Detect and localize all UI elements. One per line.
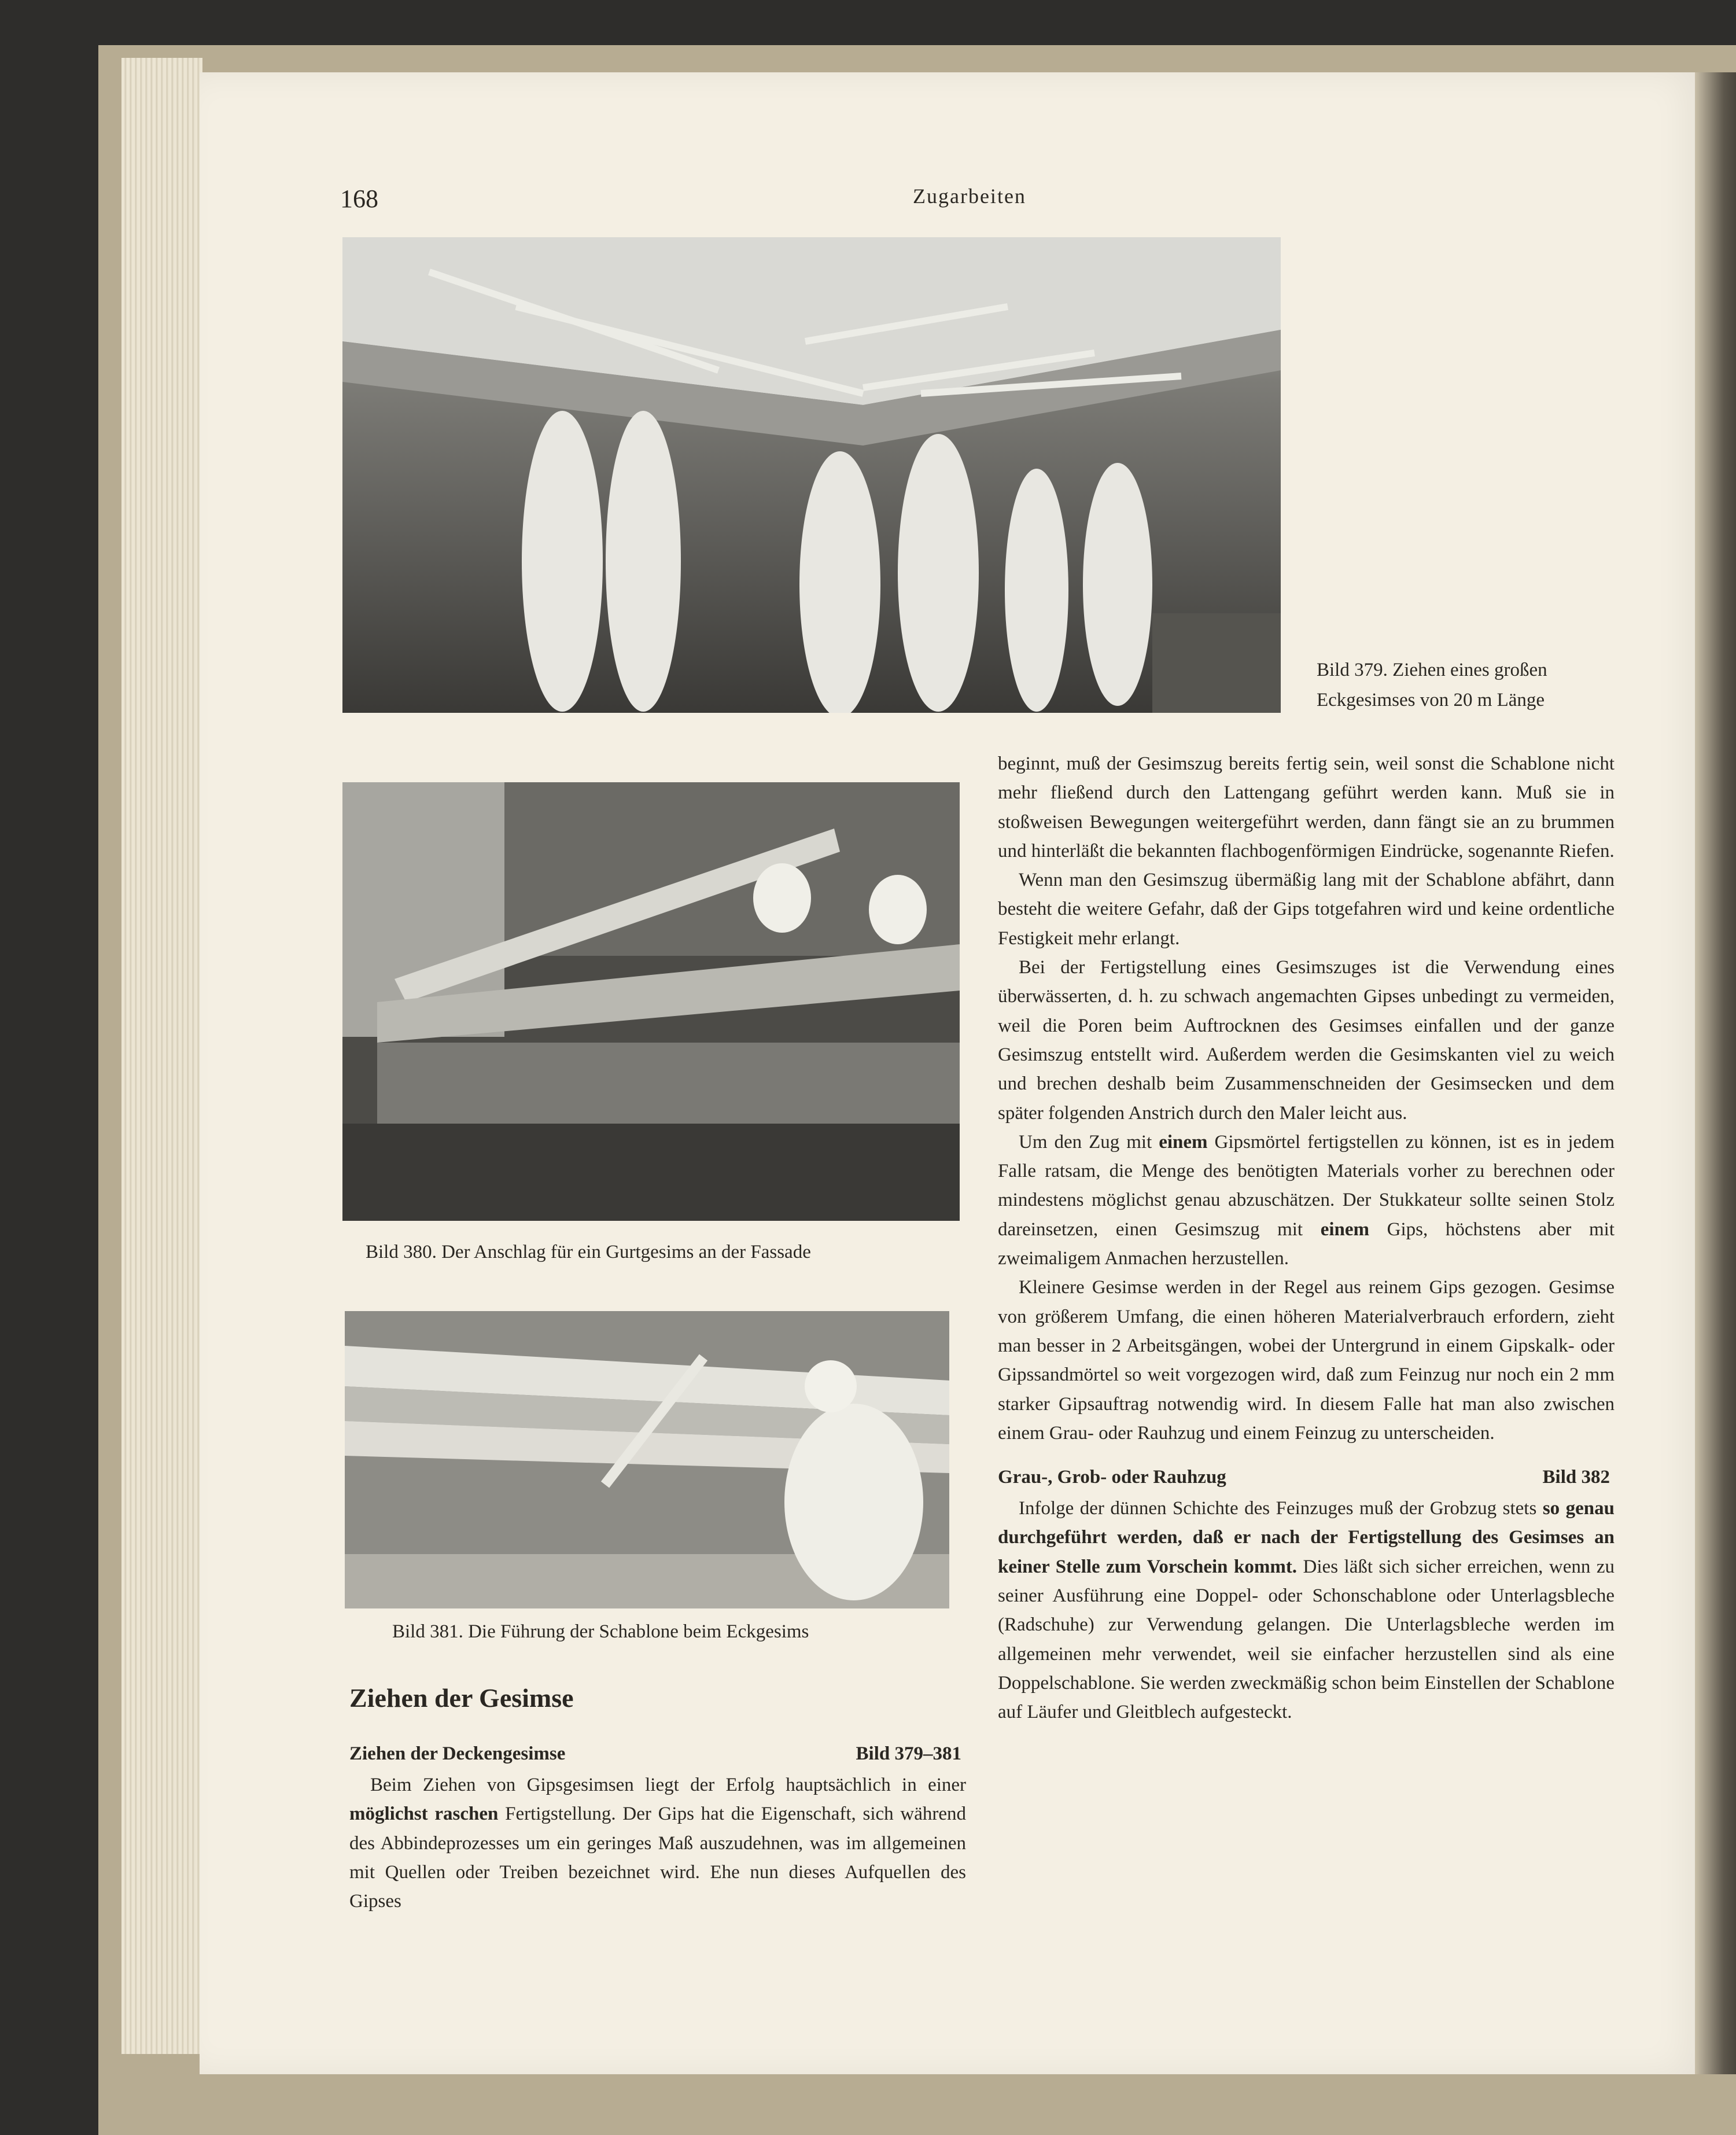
figure-reference: Bild 382 bbox=[1542, 1467, 1610, 1488]
figure-381-caption: Bild 381. Die Führung der Schablone beim Eckgesims bbox=[392, 1621, 809, 1642]
running-title: Zugarbeiten bbox=[913, 185, 1026, 208]
section-title: Ziehen der Gesimse bbox=[349, 1683, 574, 1713]
paragraph: Bei der Fertigstellung eines Gesimszuges ist die Verwendung eines überwässerten, d. h. zu schwach angemachten Gipses unbedingt zu vermeiden, weil die Poren beim Auftrocknen des Gesimses einfallen und der ganze Gesimszug entstellt wird. Außerdem werden die Gesimskanten viel zu weich und brechen deshalb beim Zusammenschneiden der Gesimsecken und dem später folgenden Anstrich durch den Maler leicht aus. bbox=[998, 957, 1615, 1124]
figure-381-photo bbox=[345, 1311, 949, 1608]
page-gutter bbox=[1695, 72, 1736, 2074]
paragraph bbox=[998, 1494, 1615, 1727]
subsection-heading-deckengesimse bbox=[349, 1739, 966, 1768]
paragraph: Wenn man den Gesimszug übermäßig lang mit der Schablone abfährt, dann besteht die weitere Gefahr, daß der Gips totgefahren wird und keine ordentliche Festigkeit mehr erlangt. bbox=[998, 870, 1615, 949]
right-column bbox=[998, 749, 1615, 1727]
text-run: Fertigstellung. Der Gips hat die Eigenschaft, sich während des Abbindeprozesses um ein geringes Maß auszudehnen, was im allgemeinen mit Quellen oder Treiben bezeichnet wird. Ehe nun dieses Aufquellen des Gipses bbox=[349, 1803, 966, 1912]
subsection-title: Ziehen der Deckengesimse bbox=[349, 1743, 566, 1764]
text-run: Infolge der dünnen Schichte des Feinzuges muß der Grobzug stets bbox=[1019, 1498, 1543, 1519]
paragraph bbox=[998, 1128, 1615, 1273]
paragraph: Kleinere Gesimse werden in der Regel aus reinem Gips gezogen. Gesimse von größerem Umfang, die einen höheren Materialverbrauch erfordern, zieht man besser in 2 Arbeitsgängen, wobei der Untergrund in einem Gipskalk- oder Gipssandmörtel so weit vorgezogen wird, daß zum Feinzug nur noch ein 2 mm starker Gipsauftrag notwendig wird. In diesem Falle hat man also zwischen einem Grau- oder Rauhzug und einem Feinzug zu unterscheiden. bbox=[998, 1277, 1615, 1444]
page-edges bbox=[121, 58, 202, 2054]
page-number: 168 bbox=[340, 185, 378, 213]
caption-line: Bild 379. Ziehen eines großen bbox=[1317, 660, 1547, 680]
figure-reference: Bild 379–381 bbox=[856, 1743, 961, 1764]
figure-379-photo bbox=[342, 237, 1281, 713]
emphasis: einem bbox=[1320, 1219, 1370, 1240]
text-run: Um den Zug mit bbox=[1019, 1131, 1159, 1153]
figure-380-photo bbox=[342, 782, 960, 1221]
figure-380-caption: Bild 380. Der Anschlag für ein Gurtgesims an der Fassade bbox=[366, 1242, 811, 1262]
subsection-title: Grau-, Grob- oder Rauhzug bbox=[998, 1467, 1226, 1488]
subsection-heading-rauhzug bbox=[998, 1463, 1615, 1492]
paragraph bbox=[349, 1770, 966, 1916]
text-run: Dies läßt sich sicher erreichen, wenn zu seiner Ausführung eine Doppel- oder Schonschablone oder Unterlagsbleche (Radschuhe) zur Verwendung gelangen. Die Unterlagsbleche werden im allgemeinen mehr verwendet, weil sie einfacher herzustellen sind als eine Doppelschablone. Sie werden zweckmäßig schon beim Einstellen der Schablone auf Läufer und Gleitblech aufgesteckt. bbox=[998, 1556, 1615, 1723]
paragraph: beginnt, muß der Gesimszug bereits fertig sein, weil sonst die Schablone nicht mehr fließend durch den Lattengang geführt werden kann. Muß sie in stoßweisen Bewegungen weitergeführt werden, dann fängt sie an zu brummen und hinterläßt die bekannten flachbogenförmigen Eindrücke, sogenannte Riefen. bbox=[998, 753, 1615, 862]
text-run: Gips, höchstens aber mit zweimaligem Anmachen herzustellen. bbox=[998, 1219, 1615, 1269]
emphasis: einem bbox=[1159, 1131, 1208, 1153]
caption-line: Eckgesimses von 20 m Länge bbox=[1317, 690, 1545, 711]
left-column bbox=[349, 1739, 966, 1916]
text-run: Gipsmörtel fertigstellen zu können, ist es in jedem Falle ratsam, die Menge des benötigten Materials vorher zu berechnen oder mindestens möglichst genau abzuschätzen. Der Stukkateur sollte seinen Stolz dareinsetzen, einen Gesimszug mit bbox=[998, 1131, 1615, 1240]
figure-379-caption bbox=[1317, 655, 1547, 715]
emphasis: möglichst raschen bbox=[349, 1803, 499, 1825]
text-run: Beim Ziehen von Gipsgesimsen liegt der Erfolg hauptsächlich in einer bbox=[370, 1775, 966, 1795]
emphasis: so genau durchgeführt werden, daß er nach der Fertigstellung des Gesimses an keiner Stelle zum Vorschein kommt. bbox=[998, 1498, 1615, 1577]
